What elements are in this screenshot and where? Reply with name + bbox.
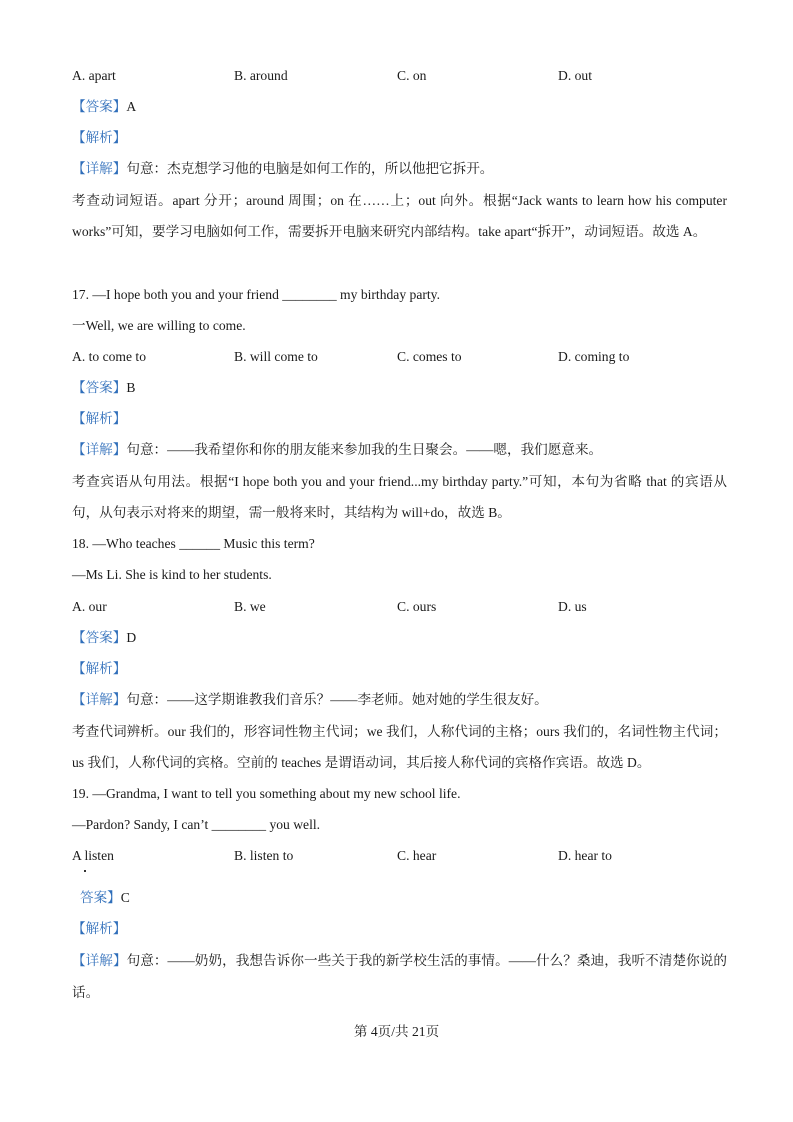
detail-label: 【详解】 (72, 692, 127, 708)
detail-label: 【详解】 (72, 953, 127, 969)
q16-explanation: 考查动词短语。apart 分开；around 周围；on 在……上；out 向外。根据“Jack wants to learn how his computer works”可知，要学习电脑如何工作，需要拆开电脑来研究内部结构。take apart“拆开”，动词短语。故选 A。 (72, 193, 727, 239)
q19-option-d: D. hear to (558, 848, 612, 863)
q18-answer (72, 628, 727, 648)
detail-text: 句意：——奶奶，我想告诉你一些关于我的新学校生活的事情。——什么？桑迪，我听不清楚你说的话。 (72, 953, 728, 1000)
q17-option-d: D. coming to (558, 349, 630, 364)
analysis-label: 【解析】 (72, 921, 127, 937)
q17-option-b: B. will come to (234, 349, 318, 364)
q18-option-b: B. we (234, 599, 266, 614)
detail-text: 句意：——这学期谁教我们音乐？——李老师。她对她的学生很友好。 (126, 692, 548, 707)
q17-answer (72, 378, 727, 398)
q18-reply: —Ms Li. She is kind to her students. (72, 567, 272, 582)
page-footer: 第 4页/共 21页 (353, 1024, 440, 1039)
detail-label: 【详解】 (72, 161, 127, 177)
answer-value: A (126, 99, 137, 114)
q16-option-c: C. on (397, 68, 427, 83)
q19-option-a: A listen (72, 848, 114, 863)
q16-answer (72, 97, 727, 117)
q16-option-b: B. around (234, 68, 288, 83)
q18-question: 18. —Who teaches ______ Music this term? (72, 536, 315, 551)
q17-reply: 一Well, we are willing to come. (72, 318, 246, 333)
q16-option-d: D. out (558, 68, 592, 83)
detail-label: 【详解】 (72, 442, 127, 458)
q16-analysis (72, 128, 727, 148)
q18-detail (72, 690, 727, 710)
analysis-label: 【解析】 (72, 661, 127, 677)
detail-text: 句意：——我希望你和你的朋友能来参加我的生日聚会。——嗯，我们愿意来。 (126, 442, 603, 457)
q18-analysis (72, 659, 727, 679)
answer-label: 【答案】 (72, 99, 127, 115)
q18-option-a: A. our (72, 599, 107, 614)
q19-analysis (72, 919, 727, 939)
analysis-label: 【解析】 (72, 130, 127, 146)
q18-option-c: C. ours (397, 599, 437, 614)
q19-question: 19. —Grandma, I want to tell you something about my new school life. (72, 786, 461, 801)
q17-explanation: 考查宾语从句用法。根据“I hope both you and your friend...my birthday party.”可知，本句为省略 that 的宾语从句，从句表示对将来的期望，需一般将来时，其结构为 will+do，故选 B。 (72, 474, 727, 520)
q19-reply: —Pardon? Sandy, I can’t ________ you well. (72, 817, 321, 832)
q19-option-c: C. hear (397, 848, 437, 863)
analysis-label: 【解析】 (72, 411, 127, 427)
q19-option-b: B. listen to (234, 848, 294, 863)
detail-text: 句意：杰克想学习他的电脑是如何工作的，所以他把它拆开。 (126, 161, 494, 176)
q17-question: 17. —I hope both you and your friend ________ my birthday party. (72, 287, 440, 302)
q18-explanation: 考查代词辨析。our 我们的，形容词性物主代词；we 我们，人称代词的主格；ours 我们的，名词性物主代词；us 我们，人称代词的宾格。空前的 teaches 是谓语动词，其后接人称代词的宾格作宾语。故选 D。 (72, 724, 727, 770)
q17-detail (72, 440, 727, 460)
q19-detail (72, 945, 727, 1008)
q19-answer (80, 888, 735, 908)
answer-value: B (126, 380, 136, 395)
answer-label: 答案】 (80, 890, 121, 906)
stray-dot (84, 870, 86, 872)
q17-option-c: C. comes to (397, 349, 462, 364)
q17-analysis (72, 409, 727, 429)
q17-option-a: A. to come to (72, 349, 146, 364)
answer-value: C (120, 890, 130, 905)
q16-option-a: A. apart (72, 68, 116, 83)
answer-value: D (126, 630, 137, 645)
q16-detail (72, 159, 727, 179)
answer-label: 【答案】 (72, 630, 127, 646)
answer-label: 【答案】 (72, 380, 127, 396)
q18-option-d: D. us (558, 599, 587, 614)
